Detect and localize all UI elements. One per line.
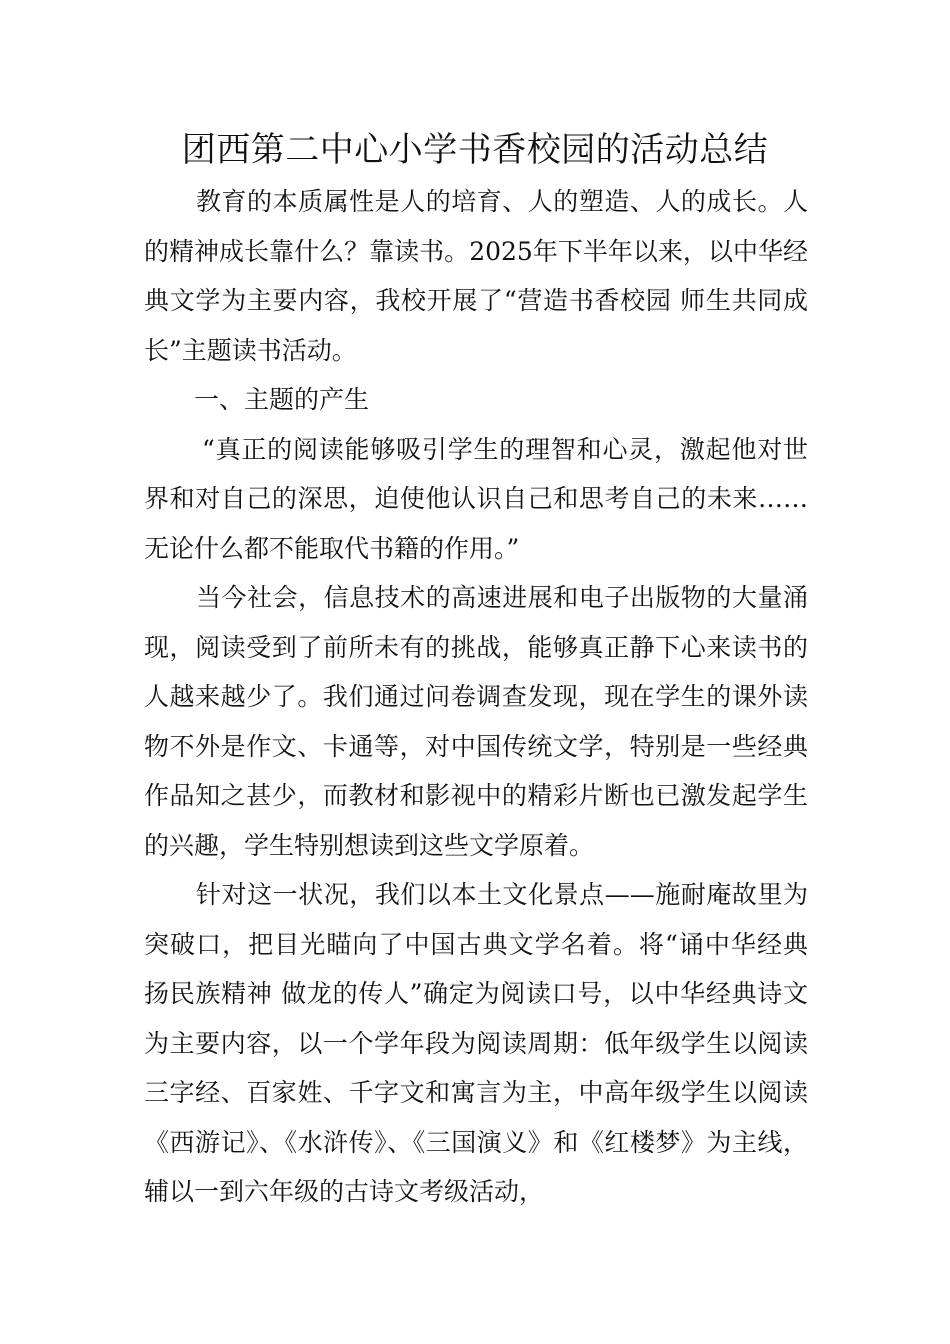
section-heading: 一、主题的产生 [194, 385, 370, 414]
paragraph-intro: 教育的本质属性是人的培育、人的塑造、人的成长。人的精神成长靠什么？靠读书。2025年下半年以来，以中华经典文学为主要内容，我校开展了“营造书香校园 师生共同成长”主题读书活动。 [144, 187, 808, 365]
document-body [144, 177, 808, 1217]
paragraph-society: 当今社会，信息技术的高速进展和电子出版物的大量涌现，阅读受到了前所未有的挑战，能够真正静下心来读书的人越来越少了。我们通过问卷调查发现，现在学生的课外读物不外是作文、卡通等，对中国传统文学，特别是一些经典作品知之甚少，而教材和影视中的精彩片断也已激发起学生的兴趣，学生特别想读到这些文学原着。 [144, 583, 808, 860]
document-title: 团西第二中心小学书香校园的活动总结 [181, 130, 769, 170]
paragraph-response: 针对这一状况，我们以本土文化景点——施耐庵故里为突破口，把目光瞄向了中国古典文学名着。将“诵中华经典 扬民族精神 做龙的传人”确定为阅读口号，以中华经典诗文为主要内容，以一个学年段为阅读周期：低年级学生以阅读三字经、百家姓、千字文和寓言为主，中高年级学生以阅读《西游记》、《水浒传》、《三国演义》和《红楼梦》为主线，辅以一到六年级的古诗文考级活动， [144, 880, 808, 1206]
paragraph-quote: “真正的阅读能够吸引学生的理智和心灵，激起他对世界和对自己的深思，迫使他认识自己和思考自己的未来…… 无论什么都不能取代书籍的作用。” [144, 434, 808, 563]
